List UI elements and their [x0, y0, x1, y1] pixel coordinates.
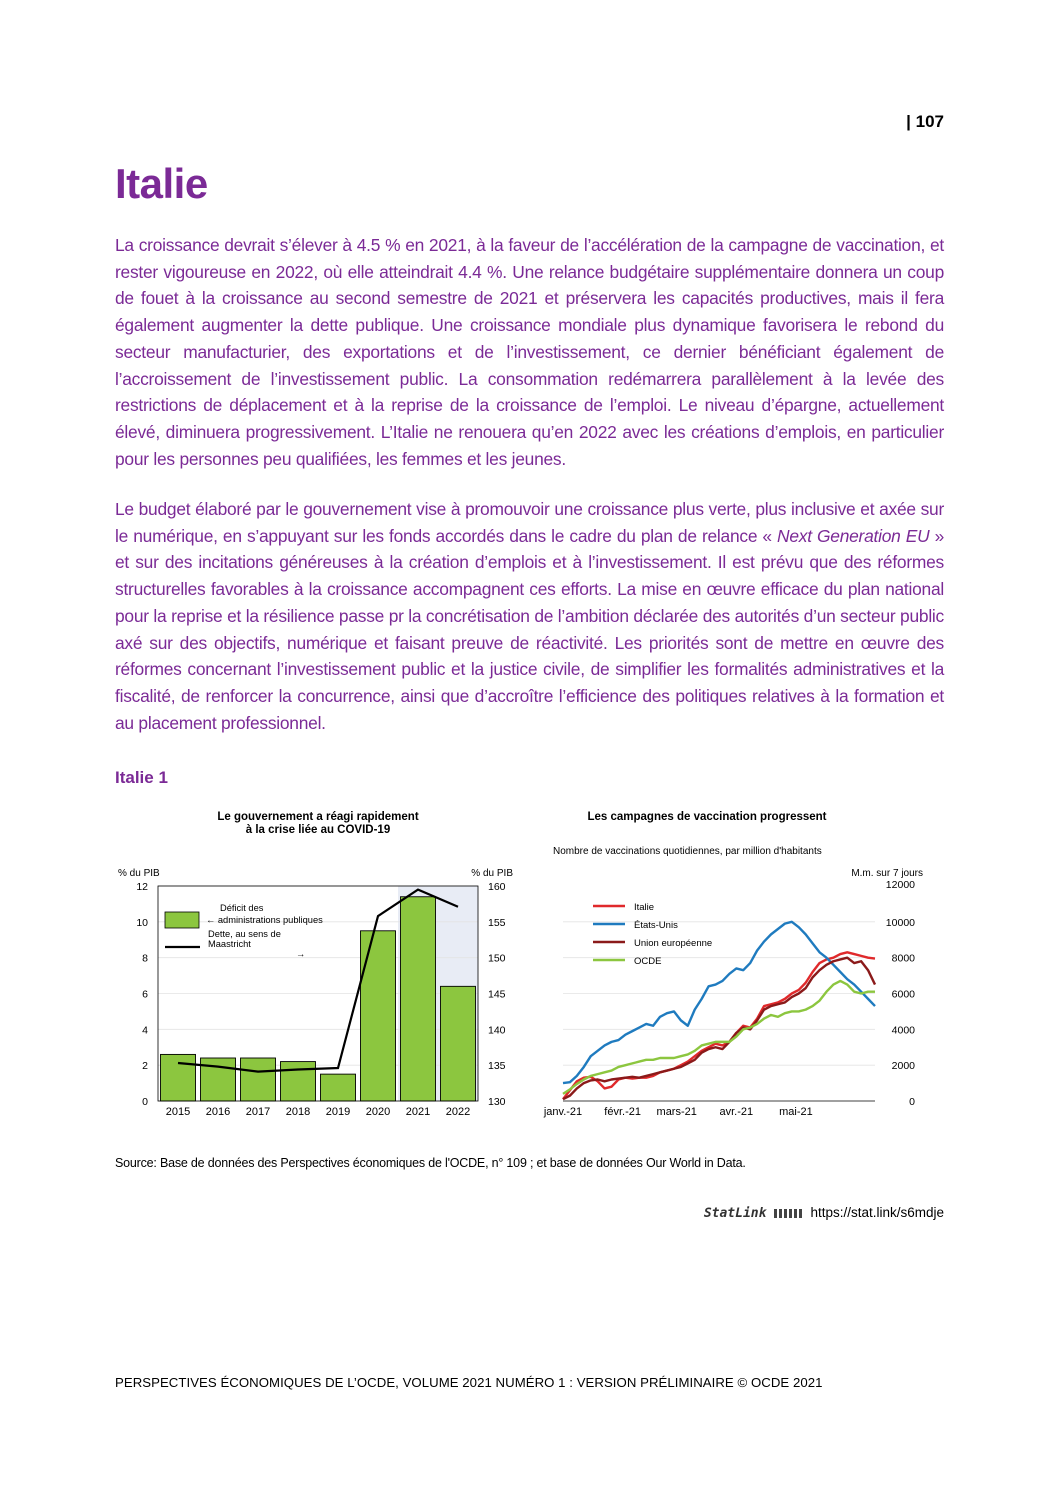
chart1-x-tick: 2016 [205, 1106, 231, 1118]
chart1-left-tick: 8 [142, 952, 148, 965]
chart2-line--tats-unis [563, 922, 875, 1083]
chart1-legend-bar-label: ← administrations publiques [206, 915, 323, 925]
chart1-left-unit: % du PIB [118, 868, 160, 879]
chart1-right-tick: 160 [488, 881, 506, 893]
chart2-y-tick: 10000 [885, 916, 915, 929]
chart1-bar-2021 [401, 897, 436, 1101]
chart1-x-tick: 2022 [445, 1106, 471, 1118]
chart1-left-tick: 0 [142, 1096, 148, 1108]
chart2-y-tick: 0 [909, 1096, 915, 1108]
chart1-left-tick: 4 [142, 1024, 148, 1037]
paragraph-2 [115, 496, 944, 736]
chart1-right-tick: 145 [488, 988, 506, 1001]
statlink-brand: StatLink [703, 1206, 767, 1221]
statlink-url[interactable]: https://stat.link/s6mdje [810, 1205, 944, 1220]
chart2-legend-label: États-Unis [634, 920, 678, 931]
chart1-left-tick: 6 [142, 988, 148, 1001]
chart2-legend-label: OCDE [634, 956, 662, 967]
page-footer: PERSPECTIVES ÉCONOMIQUES DE L’OCDE, VOLUME 2021 NUMÉRO 1 : VERSION PRÉLIMINAIRE © OCDE 2021 [115, 1375, 823, 1390]
statlink-logo-icon [774, 1209, 804, 1218]
chart1-x-tick: 2015 [165, 1106, 191, 1118]
paragraph-2-italic: Next Generation EU [777, 525, 930, 546]
paragraph-1: La croissance devrait s’élever à 4.5 % en 2021, à la faveur de l’accélération de la campagne de vaccination, et rester vigoureuse en 2022, où elle atteindrait 4.4 %. Une relance budgétaire supplémentaire donnera un coup de fouet à la croissance au second semestre de 2021 et préservera les capacités productives, mais il fera également augmenter la dette publique. Une croissance mondiale plus dynamique favorisera le rebond du secteur manufacturier, des exportations et de l’investissement, ce dernier bénéficiant également de l’accroissement de l’investissement public. La consommation redémarrera parallèlement à la levée des restrictions de déplacement et à la reprise de la croissance de l’emploi. Le niveau d’épargne, actuellement élevé, diminuera progressivement. L’Italie ne renouera qu’en 2022 avec les créations d’emplois, en particulier pour les personnes peu qualifiées, les femmes et les jeunes. [115, 235, 944, 469]
chart2-x-tick: mai-21 [779, 1106, 813, 1118]
chart-vaccinations [535, 806, 955, 1126]
source-note: Source: Base de données des Perspectives économiques de l'OCDE, n° 109 ; et base de données Our World in Data. [115, 1156, 746, 1170]
chart1-title-line: Le gouvernement a réagi rapidement [217, 811, 419, 823]
chart1-bar-2019 [321, 1074, 356, 1101]
chart1-x-tick: 2017 [245, 1106, 271, 1118]
statlink [600, 1205, 944, 1221]
chart1-bar-2020 [361, 931, 396, 1101]
chart1-right-tick: 140 [488, 1024, 506, 1037]
chart2-legend-label: Italie [634, 902, 655, 913]
chart1-legend-line-label: Maastricht [208, 939, 251, 949]
chart1-x-tick: 2021 [405, 1106, 431, 1118]
chart1-legend-bar-swatch [165, 912, 199, 928]
chart-deficit-debt [110, 806, 530, 1126]
chart2-x-tick: janv.-21 [543, 1106, 583, 1118]
chart1-x-tick: 2018 [285, 1106, 311, 1118]
chart1-right-tick: 130 [488, 1096, 506, 1108]
chart1-x-tick: 2019 [325, 1106, 351, 1118]
chart2-line-union-europ-enne [563, 958, 875, 1100]
chart1-legend-line-label: Dette, au sens de [208, 929, 281, 939]
paragraph-2-after: » et sur des incitations généreuses à la création d’emplois et à l’investissement. Il est prévu que des réformes structurelles favorables à la croissance accompagnent ces efforts. La mise en œuvre efficace du plan national pour la reprise et la résilience passe pr la concrétisation de l’ambition déclarée des autorités d’un secteur public axé sur des objectifs, numérique et faisant preuve de réactivité. Les priorités sont de mettre en œuvre des réformes concernant l’investissement public et la justice civile, de simplifier les formalités administratives et la fiscalité, de renforcer la concurrence, ainsi que d’accroître l’efficience des politiques relatives à la formation et au placement professionnel. [115, 525, 945, 733]
chart2-x-tick: avr.-21 [719, 1106, 754, 1118]
chart2-y-tick: 4000 [891, 1024, 915, 1037]
chart1-legend-bar-label: Déficit des [220, 903, 264, 913]
chart2-subtitle: Nombre de vaccinations quotidiennes, par million d'habitants [553, 846, 822, 857]
chart2-line-italie [563, 952, 875, 1099]
chart1-legend-line-label: → [296, 949, 306, 959]
chart1-left-tick: 2 [142, 1060, 148, 1073]
chart2-x-tick: mars-21 [656, 1106, 697, 1118]
chart1-right-unit: % du PIB [471, 868, 513, 879]
chart2-line-ocde [563, 981, 875, 1094]
chart1-x-tick: 2020 [365, 1106, 391, 1118]
chart1-bar-2015 [161, 1054, 196, 1101]
chart1-right-tick: 135 [488, 1060, 506, 1073]
chart2-y-tick: 2000 [891, 1060, 915, 1073]
chart1-bar-2017 [241, 1058, 276, 1101]
chart1-left-tick: 12 [136, 881, 148, 893]
paragraph-2-before: Le budget élaboré par le gouvernement vise à promouvoir une croissance plus verte, plus inclusive et axée sur le numérique, en s’appuyant sur les fonds accordés dans le cadre du plan de relance « [115, 499, 944, 546]
chart1-title-line: à la crise liée au COVID-19 [245, 824, 391, 836]
chart1-bar-2022 [441, 986, 476, 1101]
chart1-right-tick: 150 [488, 952, 506, 965]
chart1-left-tick: 10 [136, 916, 148, 929]
chart2-y-tick: 8000 [891, 952, 915, 965]
page-title: Italie [115, 160, 208, 207]
chart2-legend-label: Union européenne [634, 938, 713, 949]
chart2-y-tick: 6000 [891, 988, 915, 1001]
figure-title: Italie 1 [115, 768, 168, 787]
chart2-right-unit: M.m. sur 7 jours [851, 868, 923, 879]
page-number: | 107 [906, 112, 944, 131]
chart1-bar-2018 [281, 1062, 316, 1101]
chart1-right-tick: 155 [488, 916, 506, 929]
chart2-x-tick: févr.-21 [604, 1106, 641, 1118]
chart2-y-tick: 12000 [885, 879, 915, 891]
chart2-title: Les campagnes de vaccination progressent [587, 811, 827, 823]
